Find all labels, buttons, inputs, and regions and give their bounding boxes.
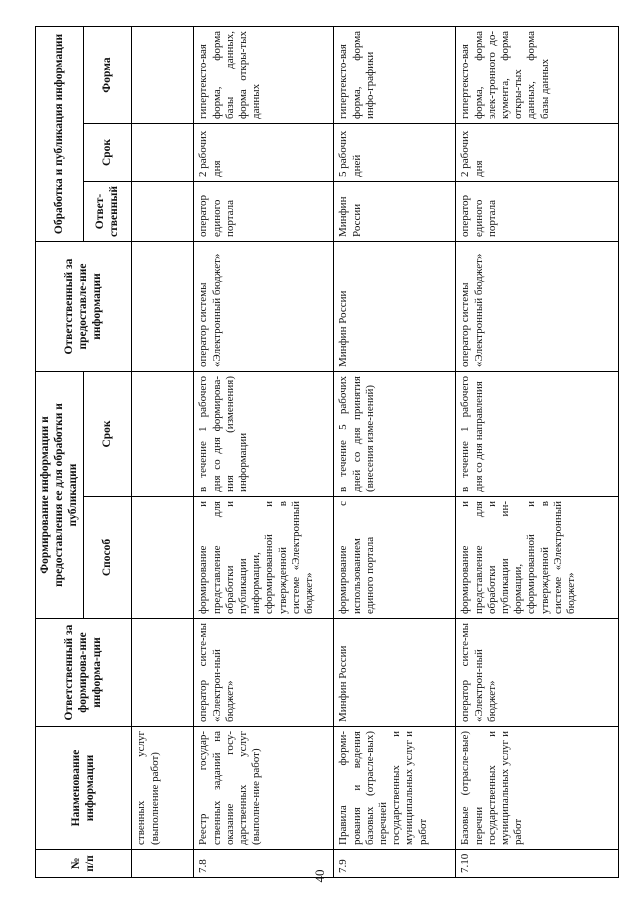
- table-row: [132, 27, 194, 878]
- cell-resp-provide: [132, 242, 194, 372]
- header-name: Наименование информации: [36, 727, 132, 850]
- cell-method: формирование и представление для обработки и публикации информации, сформированной и утвержденной в системе «Электронный бюджет»: [194, 497, 334, 619]
- cell-term-pub: [132, 124, 194, 182]
- header-term: Срок: [84, 372, 132, 497]
- table-row: [456, 27, 619, 878]
- cell-resp-pub: оператор единого портала: [456, 182, 619, 242]
- cell-term: в течение 5 рабочих дней со дня принятия (внесения изме-нений): [334, 372, 456, 497]
- header-num: № п/п: [36, 850, 132, 878]
- rotated-page: [35, 27, 577, 878]
- cell-name: Правила форми-рования и ведения базовых (отрасле-вых) перечней государственных и муниципальных услуг и работ: [334, 727, 456, 850]
- cell-method: формирование и представление для обработки и публикации ин-формации, сформированной и утвержденной в системе «Электронный бюджет»: [456, 497, 619, 619]
- cell-term: в течение 1 рабочего дня со дня формирова-ния (изменения) информации: [194, 372, 334, 497]
- cell-resp-form: Минфин России: [334, 619, 456, 727]
- cell-term: [132, 372, 194, 497]
- header-method: Способ: [84, 497, 132, 619]
- cell-term-pub: 5 рабочих дней: [334, 124, 456, 182]
- cell-name: Реестр государ-ственных заданий на оказание госу-дарственных услуг (выполне-ние работ): [194, 727, 334, 850]
- cell-resp-provide: Минфин России: [334, 242, 456, 372]
- header-group-formation: Формирование информации и предоставления ее для обработки и публикации: [36, 372, 84, 619]
- cell-num: [132, 850, 194, 878]
- header-form-pub: Форма: [84, 27, 132, 124]
- cell-name: Базовые (отрасле-вые) перечни государственных и муниципальных услуг и работ: [456, 727, 619, 850]
- document-table: [35, 26, 619, 878]
- header-resp-pub: Ответ-ственный: [84, 182, 132, 242]
- cell-resp-provide: оператор системы «Электронный бюджет»: [194, 242, 334, 372]
- cell-resp-pub: оператор единого портала: [194, 182, 334, 242]
- cell-term: в течение 1 рабочего дня со дня направления: [456, 372, 619, 497]
- table-row: [334, 27, 456, 878]
- cell-form-pub: гипертексто-вая форма, форма инфо-графики: [334, 27, 456, 124]
- cell-form-pub: гипертексто-вая форма, форма элек-тронного до-кумента, форма откры-тых данных, форма базы данных: [456, 27, 619, 124]
- cell-term-pub: 2 рабочих дня: [194, 124, 334, 182]
- cell-resp-pub: [132, 182, 194, 242]
- cell-resp-form: оператор систе-мы «Электрон-ный бюджет»: [456, 619, 619, 727]
- cell-num: 7.8: [194, 850, 334, 878]
- cell-method: формирование с использованием единого портала: [334, 497, 456, 619]
- header-resp-form: Ответственный за формирова-ние информа-ции: [36, 619, 132, 727]
- cell-name: ственных услуг (выполнение работ): [132, 727, 194, 850]
- cell-form-pub: гипертексто-вая форма, форма базы данных, форма откры-тых данных: [194, 27, 334, 124]
- cell-resp-provide: оператор системы «Электронный бюджет»: [456, 242, 619, 372]
- header-resp-provide: Ответственный за предоставле-ние информации: [36, 242, 132, 372]
- table-row: [194, 27, 334, 878]
- header-group-publication: Обработка и публикация информации: [36, 27, 84, 242]
- header-term-pub: Срок: [84, 124, 132, 182]
- cell-num: 7.9: [334, 850, 456, 878]
- cell-method: [132, 497, 194, 619]
- cell-form-pub: [132, 27, 194, 124]
- cell-num: 7.10: [456, 850, 619, 878]
- cell-resp-pub: Минфин России: [334, 182, 456, 242]
- cell-resp-form: [132, 619, 194, 727]
- cell-resp-form: оператор систе-мы «Электрон-ный бюджет»: [194, 619, 334, 727]
- page-number: 40: [312, 869, 327, 883]
- cell-term-pub: 2 рабочих дня: [456, 124, 619, 182]
